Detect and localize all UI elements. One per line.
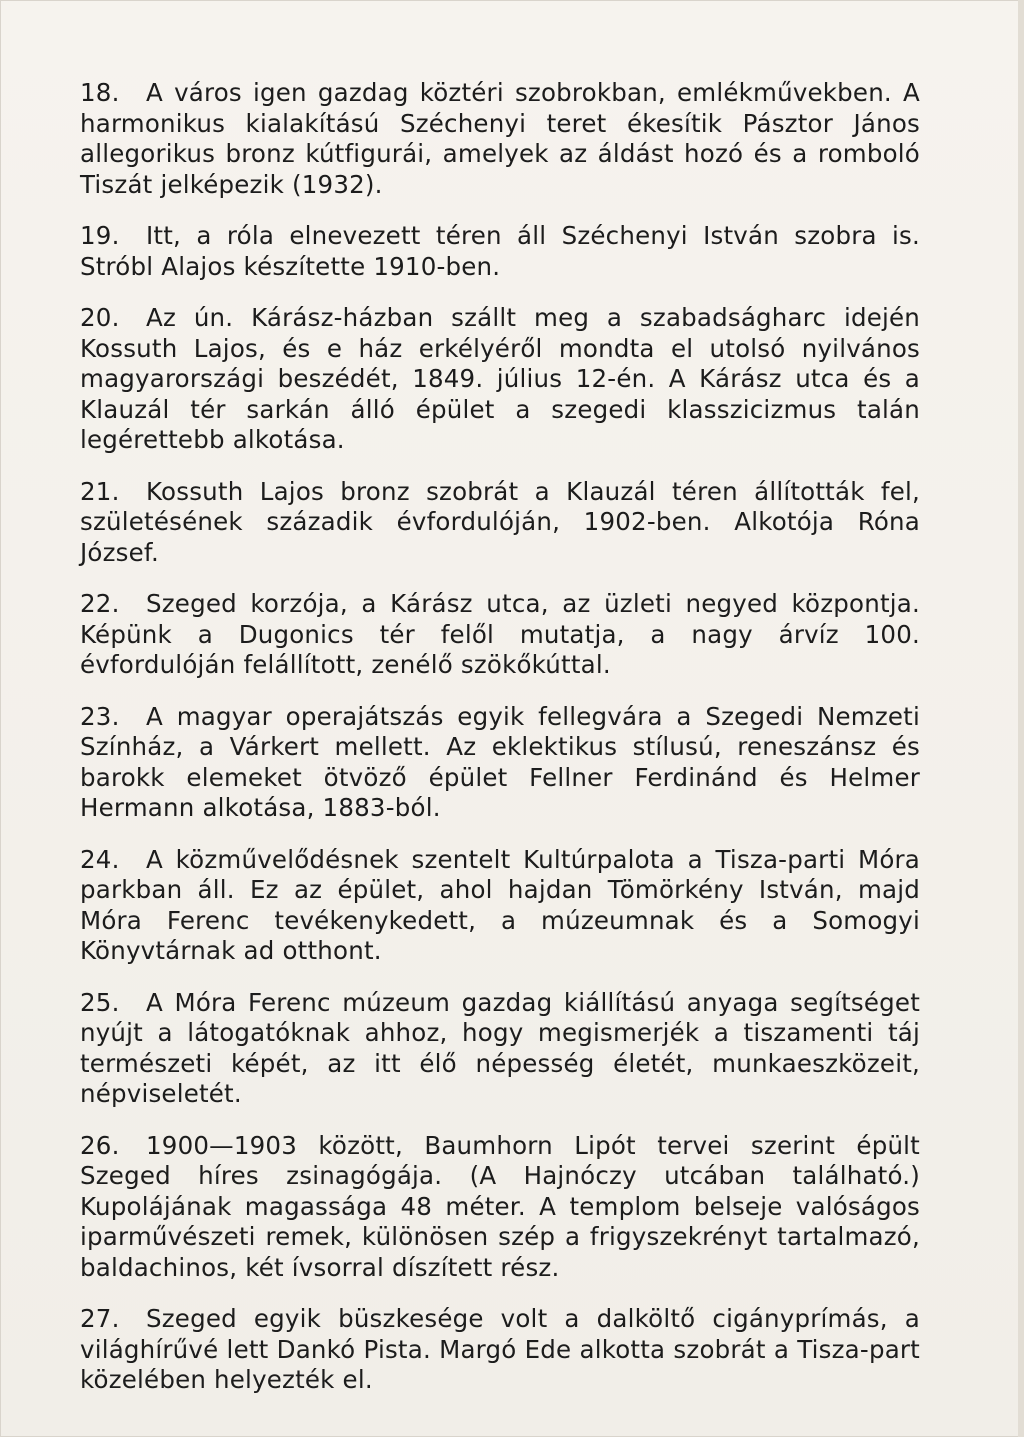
- entry-text: A magyar operajátszás egyik fellegvára a Szegedi Nemzeti Színház, a Várkert mellett. Az eklektikus stílusú, reneszánsz és barokk elemeket ötvöző épület Fellner Ferdinánd és Helmer Hermann alkotása, 1883-ból.: [80, 701, 920, 822]
- entry-24: [80, 845, 920, 967]
- entry-number: 24.: [80, 844, 120, 874]
- entry-text: Kossuth Lajos bronz szobrát a Klauzál téren állították fel, születésének századik évfordulóján, 1902-ben. Alkotója Róna József.: [80, 476, 920, 567]
- entry-22: [80, 589, 920, 681]
- entry-25: [80, 988, 920, 1110]
- entry-21: [80, 477, 920, 569]
- entry-23: [80, 702, 920, 824]
- entry-text: Az ún. Kárász-házban szállt meg a szabadságharc idején Kossuth Lajos, és e ház erkélyéről mondta el utolsó nyilvános magyarországi beszédét, 1849. július 12-én. A Kárász utca és a Klauzál tér sarkán álló épület a szegedi klasszicizmus talán legérettebb alkotása.: [80, 303, 920, 454]
- entry-27: [80, 1304, 920, 1396]
- entry-text: Szeged egyik büszkesége volt a dalköltő cigányprímás, a világhírűvé lett Dankó Pista. Margó Ede alkotta szobrát a Tisza-part közelében helyezték el.: [80, 1304, 920, 1394]
- entry-number: 25.: [80, 987, 120, 1017]
- entry-text: Szeged korzója, a Kárász utca, az üzleti negyed központja. Képünk a Dugonics tér felől mutatja, a nagy árvíz 100. évfordulóján felállított, zenélő szökőkúttal.: [80, 589, 920, 679]
- entry-text: A közművelődésnek szentelt Kultúrpalota a Tisza-parti Móra parkban áll. Ez az épület, ahol hajdan Tömörkény István, majd Móra Ferenc tevékenykedett, a múzeumnak és a Somogyi Könyvtárnak ad otthont.: [80, 844, 920, 965]
- entry-number: 20.: [80, 303, 120, 332]
- entry-text: A város igen gazdag köztéri szobrokban, emlékművekben. A harmonikus kialakítású Széchenyi teret ékesítik Pásztor János allegorikus bronz kútfigurái, amelyek az áldást hozó és a romboló Tiszát jelképezik (1932).: [80, 78, 920, 199]
- entry-text: 1900—1903 között, Baumhorn Lipót tervei szerint épült Szeged híres zsinagógája. (A Hajnóczy utcában található.) Kupolájának magassága 48 méter. A templom belseje valóságos iparművészeti remek, különösen szép a frigyszekrényt tartalmazó, baldachinos, két ívsorral díszített rész.: [80, 1130, 920, 1282]
- entry-number: 21.: [80, 476, 120, 506]
- page-edge: [1018, 0, 1024, 1437]
- text-column: [80, 78, 920, 1417]
- entry-number: 27.: [80, 1304, 120, 1333]
- entry-26: [80, 1131, 920, 1284]
- entry-20: [80, 303, 920, 456]
- entry-number: 23.: [80, 701, 120, 731]
- entry-number: 19.: [80, 221, 120, 250]
- entry-number: 26.: [80, 1130, 120, 1160]
- entry-number: 18.: [80, 78, 120, 107]
- entry-text: Itt, a róla elnevezett téren áll Széchenyi István szobra is. Stróbl Alajos készítette 1910-ben.: [80, 221, 920, 281]
- entry-text: A Móra Ferenc múzeum gazdag kiállítású anyaga segítséget nyújt a látogatóknak ahhoz, hogy megismerjék a tiszamenti táj természeti képét, az itt élő népesség életét, munkaeszközeit, népviseletét.: [80, 987, 920, 1108]
- entry-18: [80, 78, 920, 200]
- entry-number: 22.: [80, 589, 120, 618]
- entry-19: [80, 221, 920, 282]
